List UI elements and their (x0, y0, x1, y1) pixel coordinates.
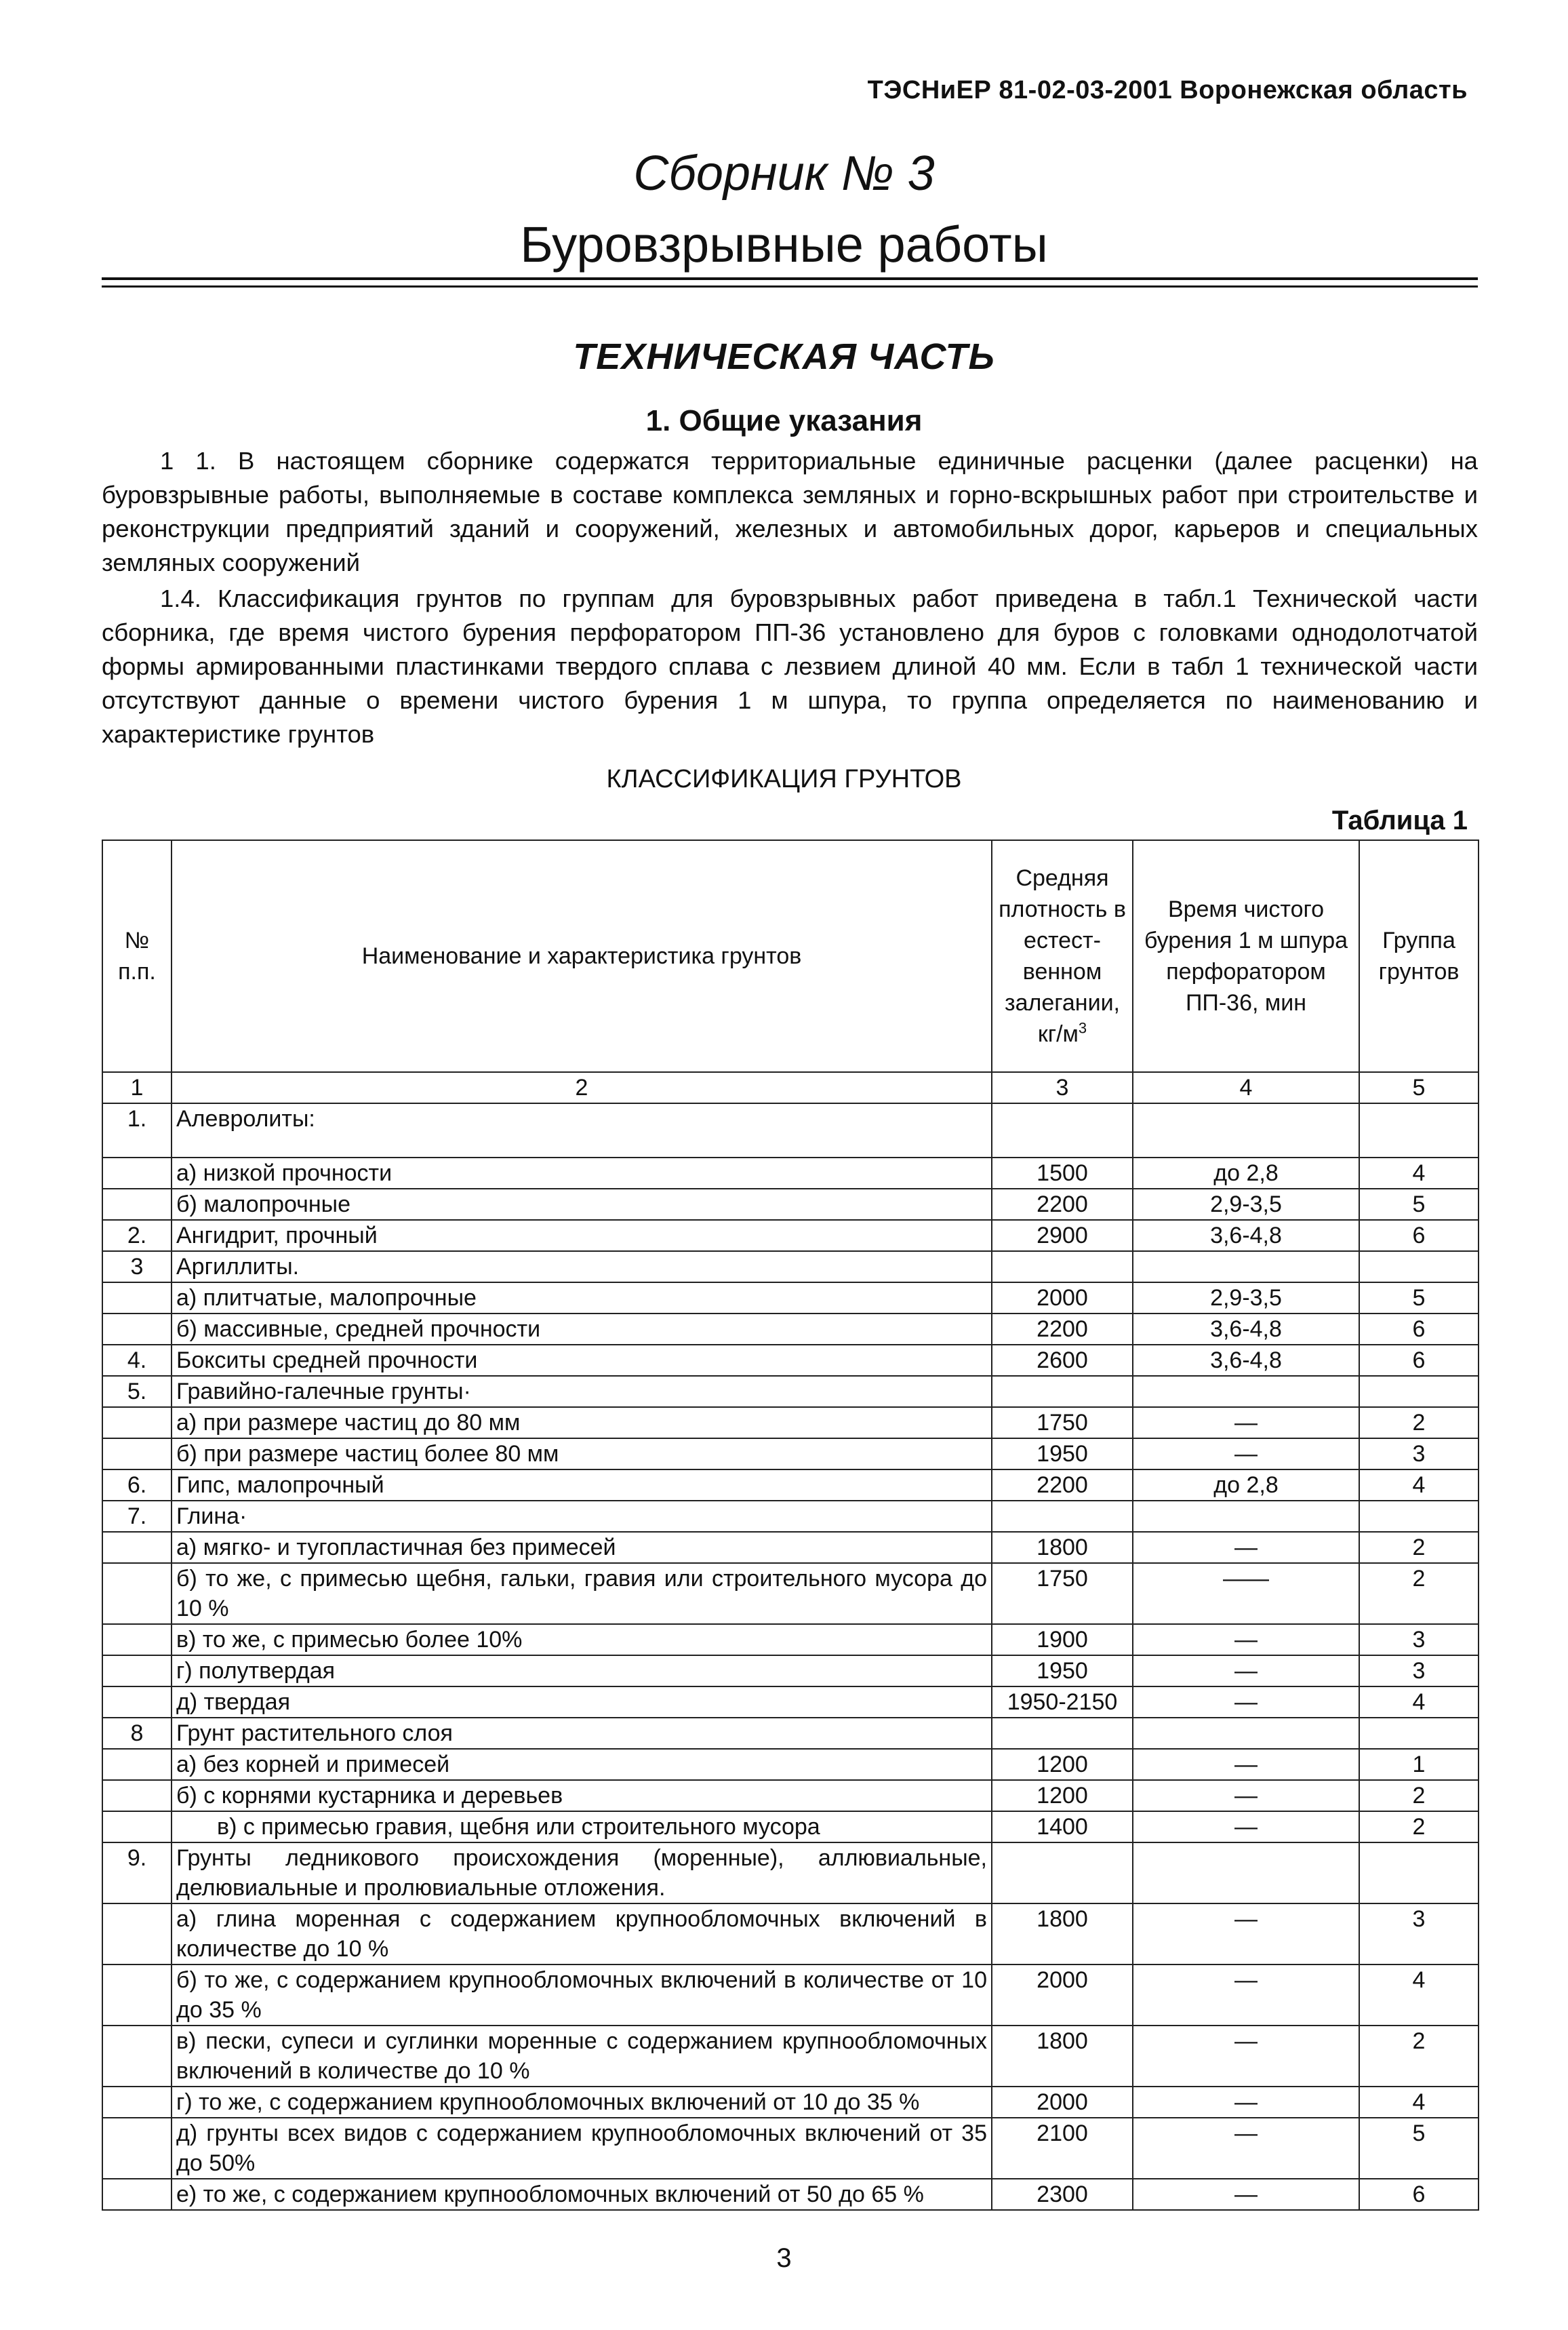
density-cell: 2300 (992, 2179, 1133, 2210)
drilling-time-cell: — (1133, 1438, 1359, 1469)
soil-name-cell: а) низкой прочности (172, 1158, 992, 1189)
row-number-cell: 6. (102, 1469, 172, 1501)
table-header-row (102, 840, 1479, 1072)
row-number-cell (102, 1158, 172, 1189)
drilling-time-cell: 3,6-4,8 (1133, 1220, 1359, 1251)
drilling-time-cell: до 2,8 (1133, 1469, 1359, 1501)
density-cell (992, 1376, 1133, 1407)
soil-group-cell (1359, 1103, 1479, 1158)
soil-name-cell: б) малопрочные (172, 1189, 992, 1220)
soil-group-cell: 2 (1359, 2026, 1479, 2087)
table-row (102, 1376, 1479, 1407)
row-number-cell: 7. (102, 1501, 172, 1532)
column-number: 5 (1359, 1072, 1479, 1103)
paragraph-1-1 (102, 444, 1478, 580)
density-cell (992, 1251, 1133, 1282)
header-num: № п.п. (102, 840, 172, 1072)
column-number: 1 (102, 1072, 172, 1103)
soil-name-cell: в) с примесью гравия, щебня или строительного мусора (172, 1811, 992, 1842)
soil-name-cell: б) при размере частиц более 80 мм (172, 1438, 992, 1469)
soil-name-cell: Грунт растительного слоя (172, 1718, 992, 1749)
soil-name-cell: а) глина моренная с содержанием крупнообломочных включений в количестве до 10 % (172, 1903, 992, 1964)
soil-group-cell (1359, 1251, 1479, 1282)
row-number-cell (102, 1686, 172, 1718)
soil-name-cell: в) пески, супеси и суглинки моренные с содержанием крупнообломочных включений в количестве до 10 % (172, 2026, 992, 2087)
drilling-time-cell (1133, 1376, 1359, 1407)
drilling-time-cell: 2,9-3,5 (1133, 1282, 1359, 1314)
table-row (102, 1655, 1479, 1686)
drilling-time-cell: — (1133, 2026, 1359, 2087)
soil-name-cell: г) полутвердая (172, 1655, 992, 1686)
row-number-cell (102, 1532, 172, 1563)
drilling-time-cell: — (1133, 1686, 1359, 1718)
soil-name-cell: д) твердая (172, 1686, 992, 1718)
drilling-time-cell (1133, 1103, 1359, 1158)
table-row (102, 1964, 1479, 2026)
density-cell: 1750 (992, 1563, 1133, 1624)
density-cell: 2200 (992, 1469, 1133, 1501)
density-cell: 1500 (992, 1158, 1133, 1189)
soil-group-cell (1359, 1501, 1479, 1532)
header-density-text: Средняя плотность в естест-венном залегании, кг/м (999, 865, 1126, 1047)
row-number-cell (102, 1964, 172, 2026)
density-cell: 1950 (992, 1438, 1133, 1469)
soil-name-cell: Бокситы средней прочности (172, 1345, 992, 1376)
drilling-time-cell: 2,9-3,5 (1133, 1189, 1359, 1220)
table-row (102, 2026, 1479, 2087)
drilling-time-cell: — (1133, 1749, 1359, 1780)
row-number-cell (102, 1189, 172, 1220)
header-time: Время чистого бурения 1 м шпура перфоратором ПП-36, мин (1133, 840, 1359, 1072)
density-cell (992, 1718, 1133, 1749)
density-cell (992, 1501, 1133, 1532)
table-row (102, 1314, 1479, 1345)
density-cell: 2200 (992, 1314, 1133, 1345)
density-cell: 1800 (992, 1903, 1133, 1964)
soil-name-cell: Аргиллиты. (172, 1251, 992, 1282)
table-label: Таблица 1 (1331, 806, 1468, 835)
drilling-time-cell: до 2,8 (1133, 1158, 1359, 1189)
density-cell: 1950-2150 (992, 1686, 1133, 1718)
collection-subtitle: Буровзрывные работы (520, 216, 1048, 273)
density-cell: 2200 (992, 1189, 1133, 1220)
density-cell: 1900 (992, 1624, 1133, 1655)
density-cell: 1400 (992, 1811, 1133, 1842)
table-row (102, 1438, 1479, 1469)
header-density (992, 840, 1133, 1072)
density-cell: 2900 (992, 1220, 1133, 1251)
drilling-time-cell: — (1133, 1780, 1359, 1811)
row-number-cell (102, 1903, 172, 1964)
table-caption: КЛАССИФИКАЦИЯ ГРУНТОВ (606, 765, 962, 793)
soil-group-cell: 6 (1359, 1314, 1479, 1345)
row-number-cell: 8 (102, 1718, 172, 1749)
table-row (102, 1220, 1479, 1251)
drilling-time-cell: 3,6-4,8 (1133, 1314, 1359, 1345)
row-number-cell: 2. (102, 1220, 172, 1251)
soil-group-cell: 2 (1359, 1407, 1479, 1438)
soil-name-cell: Гравийно-галечные грунты· (172, 1376, 992, 1407)
soil-name-cell: б) то же, с содержанием крупнообломочных включений в количестве от 10 до 35 % (172, 1964, 992, 2026)
row-number-cell (102, 1811, 172, 1842)
soil-group-cell: 5 (1359, 1282, 1479, 1314)
title-rule-thick (102, 277, 1478, 280)
soil-name-cell: а) плитчатые, малопрочные (172, 1282, 992, 1314)
soil-group-cell: 2 (1359, 1532, 1479, 1563)
row-number-cell (102, 1407, 172, 1438)
drilling-time-cell: — (1133, 2179, 1359, 2210)
paragraph-text: 1.4. Классификация грунтов по группам для буровзрывных работ приведена в табл.1 Технической части сборника, где время чистого бурения перфоратором ПП-36 установлено для буров с головками однодолотчатой формы армированными пластинками твердого сплава с лезвием длиной 40 мм. Если в табл 1 технической части отсутствуют данные о времени чистого бурения 1 м шпура, то группа определяется по наименованию и характеристике грунтов (102, 585, 1478, 748)
soil-name-cell: а) при размере частиц до 80 мм (172, 1407, 992, 1438)
table-row (102, 1686, 1479, 1718)
drilling-time-cell: — (1133, 1903, 1359, 1964)
density-cell: 1200 (992, 1780, 1133, 1811)
soil-group-cell: 6 (1359, 2179, 1479, 2210)
soil-group-cell: 3 (1359, 1624, 1479, 1655)
density-cell: 1750 (992, 1407, 1133, 1438)
drilling-time-cell: — (1133, 1811, 1359, 1842)
column-number-row (102, 1072, 1479, 1103)
title-rule-thin (102, 285, 1478, 288)
density-cell: 2000 (992, 1964, 1133, 2026)
drilling-time-cell: — (1133, 2087, 1359, 2118)
row-number-cell (102, 2118, 172, 2179)
density-cell: 2600 (992, 1345, 1133, 1376)
table-row (102, 1624, 1479, 1655)
soil-name-cell: б) массивные, средней прочности (172, 1314, 992, 1345)
drilling-time-cell: — (1133, 1964, 1359, 2026)
density-cell: 1200 (992, 1749, 1133, 1780)
density-cell (992, 1103, 1133, 1158)
row-number-cell (102, 2087, 172, 2118)
table-row (102, 2087, 1479, 2118)
drilling-time-cell (1133, 1718, 1359, 1749)
header-group: Группа грунтов (1359, 840, 1479, 1072)
drilling-time-cell: — (1133, 1655, 1359, 1686)
soil-name-cell: г) то же, с содержанием крупнообломочных включений от 10 до 35 % (172, 2087, 992, 2118)
table-row (102, 1282, 1479, 1314)
paragraph-1-4 (102, 582, 1478, 751)
row-number-cell: 1. (102, 1103, 172, 1158)
table-row (102, 1189, 1479, 1220)
subsection-title: 1. Общие указания (645, 404, 923, 437)
row-number-cell: 3 (102, 1251, 172, 1282)
row-number-cell: 5. (102, 1376, 172, 1407)
row-number-cell (102, 1438, 172, 1469)
drilling-time-cell: — (1133, 1407, 1359, 1438)
soil-group-cell: 4 (1359, 2087, 1479, 2118)
section-title: ТЕХНИЧЕСКАЯ ЧАСТЬ (573, 336, 995, 377)
soil-name-cell: д) грунты всех видов с содержанием крупнообломочных включений от 35 до 50% (172, 2118, 992, 2179)
soil-group-cell: 3 (1359, 1438, 1479, 1469)
soil-group-cell: 4 (1359, 1686, 1479, 1718)
table-row (102, 1345, 1479, 1376)
row-number-cell (102, 1314, 172, 1345)
row-number-cell (102, 1749, 172, 1780)
table-row (102, 1780, 1479, 1811)
soil-name-cell: Грунты ледникового происхождения (моренные), аллювиальные, делювиальные и пролювиальные отложения. (172, 1842, 992, 1903)
density-cell: 1950 (992, 1655, 1133, 1686)
column-number: 4 (1133, 1072, 1359, 1103)
drilling-time-cell: — (1133, 1532, 1359, 1563)
soil-group-cell (1359, 1376, 1479, 1407)
soil-group-cell: 3 (1359, 1903, 1479, 1964)
drilling-time-cell: — (1133, 1624, 1359, 1655)
table-row (102, 1407, 1479, 1438)
soil-group-cell: 4 (1359, 1469, 1479, 1501)
soil-group-cell: 6 (1359, 1345, 1479, 1376)
drilling-time-cell: — (1133, 2118, 1359, 2179)
soil-name-cell: е) то же, с содержанием крупнообломочных включений от 50 до 65 % (172, 2179, 992, 2210)
header-density-sup: 3 (1078, 1019, 1087, 1037)
column-number: 3 (992, 1072, 1133, 1103)
row-number-cell: 9. (102, 1842, 172, 1903)
soil-group-cell: 1 (1359, 1749, 1479, 1780)
soil-group-cell: 5 (1359, 2118, 1479, 2179)
soil-name-cell: б) с корнями кустарника и деревьев (172, 1780, 992, 1811)
table-row (102, 2179, 1479, 2210)
table-row (102, 2118, 1479, 2179)
soil-name-cell: а) мягко- и тугопластичная без примесей (172, 1532, 992, 1563)
column-number: 2 (172, 1072, 992, 1103)
soil-group-cell: 2 (1359, 1811, 1479, 1842)
row-number-cell (102, 1624, 172, 1655)
soil-group-cell: 4 (1359, 1158, 1479, 1189)
drilling-time-cell (1133, 1842, 1359, 1903)
soil-group-cell (1359, 1842, 1479, 1903)
table-row (102, 1749, 1479, 1780)
table-row (102, 1563, 1479, 1624)
drilling-time-cell (1133, 1251, 1359, 1282)
soil-name-cell: Глина· (172, 1501, 992, 1532)
soil-group-cell: 2 (1359, 1780, 1479, 1811)
density-cell: 1800 (992, 2026, 1133, 2087)
row-number-cell (102, 1282, 172, 1314)
document-code: ТЭСНиЕР 81-02-03-2001 Воронежская область (867, 76, 1468, 104)
row-number-cell: 4. (102, 1345, 172, 1376)
soil-classification-table (102, 840, 1479, 2211)
page-number: 3 (776, 2243, 792, 2273)
soil-group-cell: 2 (1359, 1563, 1479, 1624)
table-row (102, 1103, 1479, 1158)
row-number-cell (102, 2179, 172, 2210)
drilling-time-cell: —— (1133, 1563, 1359, 1624)
row-number-cell (102, 1655, 172, 1686)
row-number-cell (102, 2026, 172, 2087)
soil-name-cell: б) то же, с примесью щебня, гальки, гравия или строительного мусора до 10 % (172, 1563, 992, 1624)
collection-title: Сборник № 3 (633, 146, 935, 201)
density-cell: 2000 (992, 2087, 1133, 2118)
soil-group-cell: 3 (1359, 1655, 1479, 1686)
soil-group-cell (1359, 1718, 1479, 1749)
soil-group-cell: 5 (1359, 1189, 1479, 1220)
table-row (102, 1469, 1479, 1501)
table-row (102, 1842, 1479, 1903)
density-cell: 1800 (992, 1532, 1133, 1563)
row-number-cell (102, 1563, 172, 1624)
soil-group-cell: 4 (1359, 1964, 1479, 2026)
table-row (102, 1501, 1479, 1532)
drilling-time-cell (1133, 1501, 1359, 1532)
soil-name-cell: Ангидрит, прочный (172, 1220, 992, 1251)
table-row (102, 1811, 1479, 1842)
density-cell: 2000 (992, 1282, 1133, 1314)
density-cell (992, 1842, 1133, 1903)
table-row (102, 1903, 1479, 1964)
header-name: Наименование и характеристика грунтов (172, 840, 992, 1072)
soil-name-cell: а) без корней и примесей (172, 1749, 992, 1780)
table-row (102, 1718, 1479, 1749)
soil-group-cell: 6 (1359, 1220, 1479, 1251)
soil-name-cell: Гипс, малопрочный (172, 1469, 992, 1501)
row-number-cell (102, 1780, 172, 1811)
table-row (102, 1251, 1479, 1282)
density-cell: 2100 (992, 2118, 1133, 2179)
table-row (102, 1158, 1479, 1189)
soil-name-cell: в) то же, с примесью более 10% (172, 1624, 992, 1655)
drilling-time-cell: 3,6-4,8 (1133, 1345, 1359, 1376)
soil-name-cell: Алевролиты: (172, 1103, 992, 1158)
table-row (102, 1532, 1479, 1563)
paragraph-text: 1 1. В настоящем сборнике содержатся территориальные единичные расценки (далее расценки) на буровзрывные работы, выполняемые в составе комплекса земляных и горно-вскрышных работ при строительстве и реконструкции предприятий зданий и сооружений, железных и автомобильных дорог, карьеров и специальных земляных сооружений (102, 447, 1478, 576)
